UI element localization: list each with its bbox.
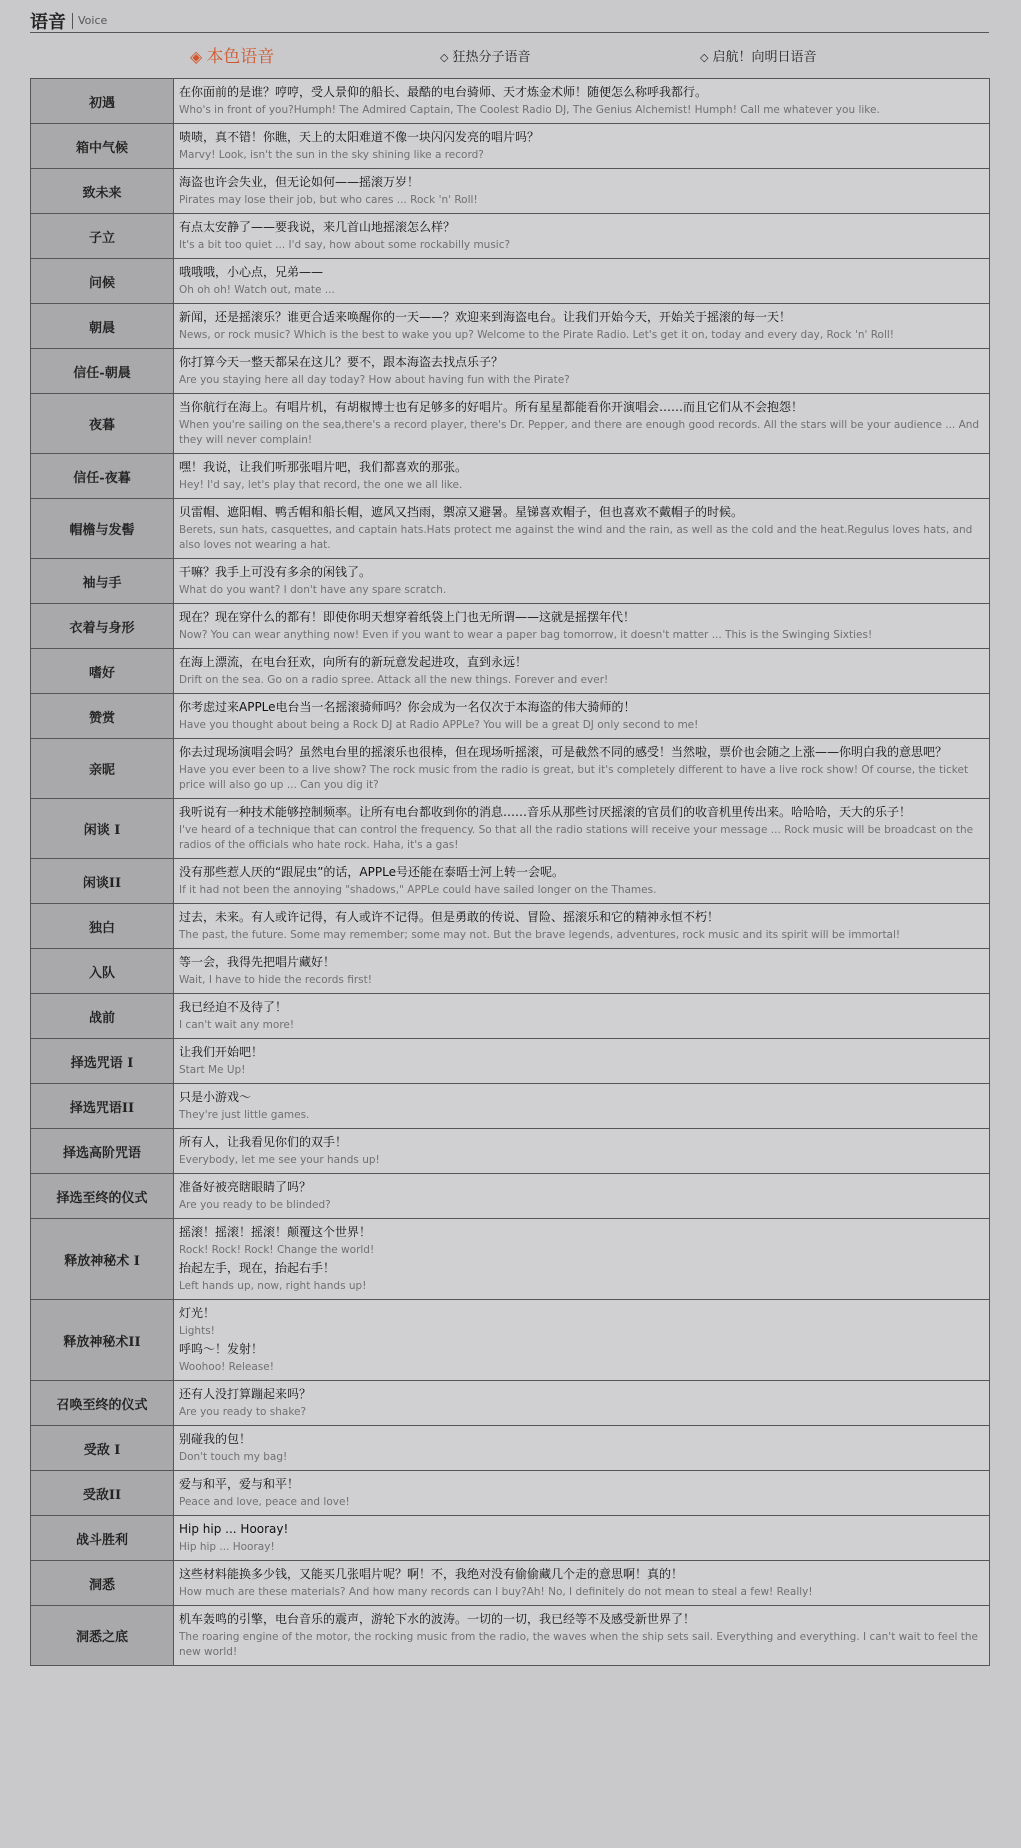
voice-name: 择选高阶咒语	[31, 1129, 174, 1174]
voice-row	[31, 1174, 990, 1219]
voice-line-zh: 没有那些惹人厌的“跟屁虫”的话，APPLe号还能在泰晤士河上转一会呢。	[179, 865, 564, 879]
voice-line-zh: 机车轰鸣的引擎，电台音乐的震声，游轮下水的波涛。一切的一切，我已经等不及感受新世界了！	[179, 1612, 696, 1626]
voice-row	[31, 649, 990, 694]
voice-text-cell	[174, 1129, 990, 1174]
voice-text-cell	[174, 859, 990, 904]
voice-name: 子立	[31, 214, 174, 259]
voice-line-zh: 你打算今天一整天都呆在这儿？要不，跟本海盗去找点乐子？	[179, 355, 504, 369]
voice-name: 入队	[31, 949, 174, 994]
voice-row	[31, 994, 990, 1039]
voice-name: 洞悉之底	[31, 1606, 174, 1666]
voice-line-en: Peace and love, peace and love!	[179, 1496, 350, 1508]
voice-line-en: Don't touch my bag!	[179, 1451, 288, 1463]
voice-text-cell	[174, 604, 990, 649]
voice-row	[31, 904, 990, 949]
voice-text-cell	[174, 214, 990, 259]
voice-line-zh: 现在？现在穿什么的都有！即使你明天想穿着纸袋上门也无所谓——这就是摇摆年代！	[179, 610, 636, 624]
voice-line-en: Lights!	[179, 1325, 215, 1337]
voice-line-zh: 啧啧，真不错！你瞧，天上的太阳难道不像一块闪闪发亮的唱片吗？	[179, 130, 540, 144]
voice-line-en: Have you ever been to a live show? The rock music from the radio is great, but it's completely different to have a live rock show! Of course, the ticket price will also go up ... Can you dig it?	[179, 764, 969, 791]
voice-line-zh: 让我们开始吧！	[179, 1045, 264, 1059]
voice-name: 信任-朝晨	[31, 349, 174, 394]
voice-text-cell	[174, 559, 990, 604]
voice-text-cell	[174, 739, 990, 799]
voice-text-cell	[174, 1174, 990, 1219]
voice-line-zh: 只是小游戏～	[179, 1090, 252, 1104]
voice-line-en: Drift on the sea. Go on a radio spree. Attack all the new things. Forever and ever!	[179, 674, 609, 686]
voice-row	[31, 1300, 990, 1381]
voice-line-en: Hey! I'd say, let's play that record, the one we all like.	[179, 479, 463, 491]
tab-fanatic-voice[interactable]	[440, 46, 530, 65]
voice-line-zh: 贝雷帽、遮阳帽、鸭舌帽和船长帽，遮风又挡雨，禦凉又避暑。星锑喜欢帽子，但也喜欢不戴帽子的时候。	[179, 505, 744, 519]
voice-name: 闲谈II	[31, 859, 174, 904]
voice-tabs	[30, 40, 989, 70]
voice-line-en: Berets, sun hats, casquettes, and captain hats.Hats protect me against the wind and the rain, as well as the cold and the heat.Regulus loves hats, and also loves not wearing a hat.	[179, 524, 973, 551]
voice-name: 闲谈 I	[31, 799, 174, 859]
voice-row	[31, 694, 990, 739]
voice-line-en: It's a bit too quiet ... I'd say, how about some rockabilly music?	[179, 239, 511, 251]
voice-line-en: Marvy! Look, isn't the sun in the sky shining like a record?	[179, 149, 484, 161]
voice-text-cell	[174, 304, 990, 349]
voice-name: 战前	[31, 994, 174, 1039]
page-title: 语音	[30, 12, 66, 33]
voice-text-cell	[174, 124, 990, 169]
voice-line-zh: 灯光！	[179, 1306, 216, 1320]
voice-row	[31, 394, 990, 454]
voice-line-en: Are you ready to shake?	[179, 1406, 307, 1418]
voice-line-zh: 当你航行在海上。有唱片机，有胡椒博士也有足够多的好唱片。所有星星都能看你开演唱会……而且它们从不会抱怨！	[179, 400, 804, 414]
voice-text-cell	[174, 799, 990, 859]
voice-text-cell	[174, 169, 990, 214]
voice-row	[31, 739, 990, 799]
voice-row	[31, 259, 990, 304]
voice-name: 问候	[31, 259, 174, 304]
tab-native-voice[interactable]	[190, 42, 274, 67]
voice-text-cell	[174, 694, 990, 739]
voice-row	[31, 1381, 990, 1426]
voice-row	[31, 1084, 990, 1129]
voice-line-en: They're just little games.	[179, 1109, 310, 1121]
voice-name: 亲昵	[31, 739, 174, 799]
voice-text-cell	[174, 904, 990, 949]
voice-line-en: I can't wait any more!	[179, 1019, 295, 1031]
voice-name: 箱中气候	[31, 124, 174, 169]
voice-line-en: Hip hip ... Hooray!	[179, 1541, 275, 1553]
voice-line-zh: 海盗也许会失业，但无论如何——摇滚万岁！	[179, 175, 420, 189]
voice-line-zh: 摇滚！摇滚！摇滚！颠覆这个世界！	[179, 1225, 372, 1239]
voice-line-en: Are you staying here all day today? How about having fun with the Pirate?	[179, 374, 570, 386]
voice-text-cell	[174, 1606, 990, 1666]
voice-name: 赞赏	[31, 694, 174, 739]
title-divider	[72, 13, 73, 29]
voice-row	[31, 1219, 990, 1300]
voice-line-zh: 哦哦哦，小心点，兄弟——	[179, 265, 324, 279]
voice-text-cell	[174, 1300, 990, 1381]
voice-line-zh: Hip hip ... Hooray!	[179, 1522, 289, 1536]
voice-line-zh: 我已经迫不及待了！	[179, 1000, 288, 1014]
voice-line-zh: 干嘛？我手上可没有多余的闲钱了。	[179, 565, 372, 579]
voice-row	[31, 349, 990, 394]
voice-row	[31, 1606, 990, 1666]
voice-line-en: When you're sailing on the sea,there's a record player, there's Dr. Pepper, and there are enough good records. All the stars will be your audience ... And they will never complain!	[179, 419, 980, 446]
voice-row	[31, 1129, 990, 1174]
voice-line-en: Pirates may lose their job, but who cares ... Rock 'n' Roll!	[179, 194, 478, 206]
voice-line-en: Everybody, let me see your hands up!	[179, 1154, 380, 1166]
voice-line-en: Left hands up, now, right hands up!	[179, 1280, 367, 1292]
voice-line-zh: 所有人，让我看见你们的双手！	[179, 1135, 348, 1149]
tab-label: 本色语音	[206, 47, 275, 67]
voice-line-en: What do you want? I don't have any spare scratch.	[179, 584, 447, 596]
voice-name: 袖与手	[31, 559, 174, 604]
voice-row	[31, 859, 990, 904]
voice-line-en: If it had not been the annoying "shadows," APPLe could have sailed longer on the Thames.	[179, 884, 657, 896]
voice-text-cell	[174, 1084, 990, 1129]
voice-name: 择选咒语 I	[31, 1039, 174, 1084]
voice-text-cell	[174, 349, 990, 394]
voice-text-cell	[174, 454, 990, 499]
voice-name: 信任-夜暮	[31, 454, 174, 499]
voice-text-cell	[174, 1561, 990, 1606]
voice-line-en: Rock! Rock! Rock! Change the world!	[179, 1244, 375, 1256]
voice-line-zh: 新闻，还是摇滚乐？谁更合适来唤醒你的一天——？欢迎来到海盗电台。让我们开始今天，开始关于摇滚的每一天！	[179, 310, 792, 324]
voice-line-en: Are you ready to be blinded?	[179, 1199, 331, 1211]
voice-line-zh: 在海上漂流，在电台狂欢，向所有的新玩意发起进攻，直到永远！	[179, 655, 528, 669]
voice-name: 召唤至终的仪式	[31, 1381, 174, 1426]
voice-row	[31, 1516, 990, 1561]
voice-line-en: Woohoo! Release!	[179, 1361, 274, 1373]
tab-set-sail-voice[interactable]	[700, 46, 816, 65]
voice-name: 择选至终的仪式	[31, 1174, 174, 1219]
voice-name: 受敌II	[31, 1471, 174, 1516]
voice-table	[30, 78, 990, 1666]
voice-row	[31, 1039, 990, 1084]
voice-text-cell	[174, 259, 990, 304]
voice-name: 致未来	[31, 169, 174, 214]
voice-row	[31, 214, 990, 259]
voice-row	[31, 799, 990, 859]
tab-label: 狂热分子语音	[452, 50, 531, 65]
voice-line-zh: 我听说有一种技术能够控制频率。让所有电台都收到你的消息……音乐从那些讨厌摇滚的官员们的收音机里传出来。哈哈哈，天大的乐子！	[179, 805, 912, 819]
voice-line-zh: 等一会，我得先把唱片藏好！	[179, 955, 336, 969]
voice-line-en: Who's in front of you?Humph! The Admired Captain, The Coolest Radio DJ, The Genius Alchemist! Humph! Call me whatever you like.	[179, 104, 880, 116]
voice-name: 朝晨	[31, 304, 174, 349]
voice-line-zh: 嘿！我说，让我们听那张唱片吧，我们都喜欢的那张。	[179, 460, 468, 474]
voice-row	[31, 124, 990, 169]
voice-name: 战斗胜利	[31, 1516, 174, 1561]
voice-text-cell	[174, 1471, 990, 1516]
voice-name: 帽檐与发髻	[31, 499, 174, 559]
voice-line-en: How much are these materials? And how many records can I buy?Ah! No, I definitely do not mean to steal a few! Really!	[179, 1586, 813, 1598]
voice-row	[31, 79, 990, 124]
tab-label: 启航！向明日语音	[712, 50, 817, 65]
voice-line-en: News, or rock music? Which is the best to wake you up? Welcome to the Pirate Radio. Let's get it on, today and every day, Rock 'n' Roll!	[179, 329, 895, 341]
voice-row	[31, 949, 990, 994]
diamond-icon: ◇	[440, 51, 449, 64]
voice-line-zh: 这些材料能换多少钱，又能买几张唱片呢？啊！不，我绝对没有偷偷藏几个走的意思啊！真的！	[179, 1567, 684, 1581]
voice-line-en: I've heard of a technique that can control the frequency. So that all the radio stations will receive your message ... Rock music will be broadcast on the radios of the officials who hate rock. Haha, it's a gas!	[179, 824, 974, 851]
voice-name: 释放神秘术 I	[31, 1219, 174, 1300]
voice-name: 独白	[31, 904, 174, 949]
page-subtitle: Voice	[78, 14, 108, 27]
voice-text-cell	[174, 1426, 990, 1471]
voice-line-en: Now? You can wear anything now! Even if you want to wear a paper bag tomorrow, it doesn't matter ... This is the Swinging Sixties!	[179, 629, 873, 641]
diamond-icon: ◇	[700, 51, 709, 64]
voice-row	[31, 454, 990, 499]
voice-text-cell	[174, 994, 990, 1039]
voice-name: 衣着与身形	[31, 604, 174, 649]
voice-row	[31, 304, 990, 349]
voice-line-en: Have you thought about being a Rock DJ at Radio APPLe? You will be a great DJ only second to me!	[179, 719, 699, 731]
voice-text-cell	[174, 1219, 990, 1300]
voice-row	[31, 499, 990, 559]
voice-line-zh: 别碰我的包！	[179, 1432, 252, 1446]
diamond-icon: ◈	[190, 47, 203, 66]
voice-text-cell	[174, 1516, 990, 1561]
voice-line-zh: 过去，未来。有人或许记得，有人或许不记得。但是勇敢的传说、冒险、摇滚乐和它的精神永恒不朽！	[179, 910, 720, 924]
voice-line-en: Start Me Up!	[179, 1064, 246, 1076]
voice-line-zh: 爱与和平，爱与和平！	[179, 1477, 300, 1491]
voice-table-body	[31, 79, 990, 1666]
voice-line-en: Wait, I have to hide the records first!	[179, 974, 372, 986]
page-header	[30, 6, 989, 33]
voice-row	[31, 1471, 990, 1516]
voice-text-cell	[174, 1381, 990, 1426]
voice-line-en: The roaring engine of the motor, the rocking music from the radio, the waves when the ship sets sail. Everything and everything. I can't wait to feel the new world!	[179, 1631, 979, 1658]
voice-row	[31, 1561, 990, 1606]
voice-row	[31, 169, 990, 214]
voice-line-zh: 还有人没打算蹦起来吗？	[179, 1387, 312, 1401]
voice-line-zh: 呼呜～！发射！	[179, 1342, 264, 1356]
voice-name: 择选咒语II	[31, 1084, 174, 1129]
voice-line-zh: 抬起左手，现在，抬起右手！	[179, 1261, 336, 1275]
voice-name: 嗜好	[31, 649, 174, 694]
voice-text-cell	[174, 949, 990, 994]
voice-line-zh: 有点太安静了——要我说，来几首山地摇滚怎么样？	[179, 220, 456, 234]
voice-line-zh: 你去过现场演唱会吗？虽然电台里的摇滚乐也很棒，但在现场听摇滚，可是截然不同的感受！当然啦，票价也会随之上涨——你明白我的意思吧？	[179, 745, 948, 759]
voice-text-cell	[174, 649, 990, 694]
voice-row	[31, 604, 990, 649]
voice-row	[31, 1426, 990, 1471]
voice-name: 洞悉	[31, 1561, 174, 1606]
voice-name: 释放神秘术II	[31, 1300, 174, 1381]
voice-line-en: Oh oh oh! Watch out, mate ...	[179, 284, 335, 296]
voice-name: 受敌 I	[31, 1426, 174, 1471]
voice-name: 初遇	[31, 79, 174, 124]
voice-line-zh: 准备好被亮瞎眼睛了吗？	[179, 1180, 312, 1194]
voice-name: 夜暮	[31, 394, 174, 454]
voice-row	[31, 559, 990, 604]
voice-line-zh: 你考虑过来APPLe电台当一名摇滚骑师吗？你会成为一名仅次于本海盗的伟大骑师的！	[179, 700, 636, 714]
voice-line-zh: 在你面前的是谁？哼哼，受人景仰的船长、最酷的电台骑师、天才炼金术师！随便怎么称呼我都行。	[179, 85, 708, 99]
voice-line-en: The past, the future. Some may remember; some may not. But the brave legends, adventures, rock music and its spirit will be immortal!	[179, 929, 901, 941]
voice-text-cell	[174, 499, 990, 559]
voice-text-cell	[174, 394, 990, 454]
voice-text-cell	[174, 79, 990, 124]
voice-text-cell	[174, 1039, 990, 1084]
